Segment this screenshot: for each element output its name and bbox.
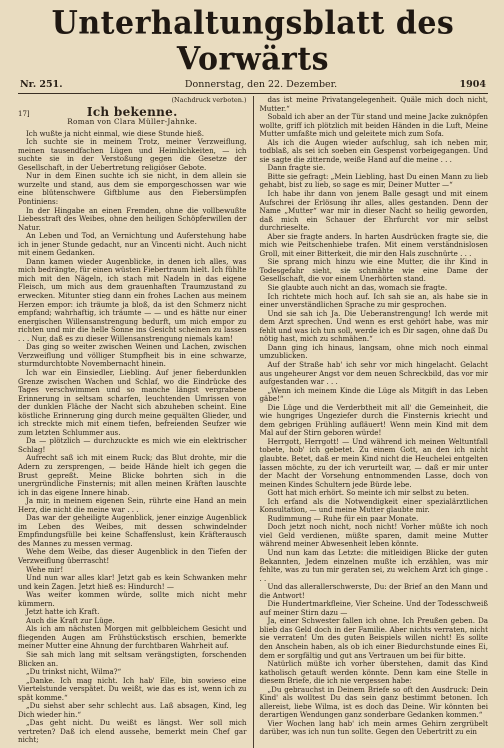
paragraph: Aber sie fragte anders. In harten Ausdrücken fragte sie, die mich wie Peitschenhiebe trafen. Mit einem verständnislosen Groll, mit einer Bitterkeit, die mir den Hals zuschnürte . . .: [259, 231, 488, 258]
paragraph: Gott hat mich erhört. So meinte ich mir selbst zu beten.: [267, 488, 469, 498]
paragraph: Bitte sie gefragt: „Mein Liebling, hast Du einen Mann zu lieb gehabt, bist zu lieb, so sage es mir, Deiner Mutter —“: [259, 171, 488, 190]
paragraph: An Leben und Tod, an Vernichtung und Auferstehung habe ich in jener Stunde gedacht, nur an Vincenti nicht. Auch nicht mit einem Gedanken.: [18, 231, 247, 258]
paragraph: Ich erfand als die Notwendigkeit einer spezialärztlichen Konsultation, — und meine Mutter glaubte mir.: [259, 496, 488, 515]
paragraph: Das ging so weiter zwischen Weinen und Lachen, zwischen Verzweiflung und völliger Stumpfheit bis in eine schwarze, sturmdurchtobte Novembernacht hinein.: [18, 342, 247, 369]
paragraph: Natürlich müßte ich vorher überstehen, damit das Kind katholisch getauft werden könnte. Denn kam eine Stelle in diesem Briefe, die ich nie vergessen habe:: [259, 659, 488, 686]
installment-number: 17]: [18, 109, 30, 118]
column-divider: [253, 96, 254, 748]
paragraph: das ist meine Privatangelegenheit. Quäle mich doch nicht, Mutter.“: [259, 96, 488, 113]
paragraph: Doch jetzt noch nicht, noch nicht! Vorher müßte ich noch viel Geld verdienen, müßte sparen, damit meine Mutter während meiner Abwesenheit leben könnte.: [259, 522, 488, 549]
paragraph: Dann fragte sie.: [267, 163, 326, 173]
issue-meta: [18, 79, 488, 91]
left-column: [18, 96, 247, 748]
paragraph: Und das allerallerschwerste, Du: der Brief an den Mann und die Antwort!: [259, 582, 488, 600]
masthead: Unterhaltungsblatt des Vorwärts: [51, 5, 455, 78]
paragraph: „Du trinkst nicht, Wilma?“: [26, 667, 122, 677]
paragraph: Ich war ein Einsiedler, Liebling. Auf jener fieberdunklen Grenze zwischen Wachen und Schlaf, wo die Eindrücke des Tages verschwimmen und so manche längst vergrabene Erinnerung in seltsam scharfen, leuchtenden Umrissen von der dunklen Fläche der Nacht sich abzuheben scheint. Eine köstliche Erinnerung ging durch meine gequälten Glieder, und ich streckte mich mit einem tiefen, befreienden Seufzer wie zum letzten Schlummer aus.: [18, 367, 247, 437]
reprint-notice: (Nachdruck verboten.): [171, 96, 247, 104]
columns: [18, 96, 488, 748]
paragraph: Nur in dem Einen suchte ich sie nicht, in dem allein sie wurzelte und stand, aus dem sie emporgeschossen war wie eine blütenschwere Giftblume aus den Fiebersümpfen Pontiniens:: [18, 171, 247, 207]
paragraph: Was weiter kommen würde, sollte mich nicht mehr kümmern.: [18, 590, 247, 608]
paragraph: Und sie sah ich Ja. Die Ueberanstrengung! Ich werde mit dem Arzt sprechen. Und wenn es erst gehört habe, was mir fehlt und was ich tun soll, werde ich es Dir sagen, ohne daß Du nötig hast, mich zu schmähen.“: [259, 308, 488, 344]
header-rule: [18, 93, 488, 94]
paragraph: Dann kamen wieder Augenblicke, in denen ich alles, was mich bedrängte, für einen wüsten Fiebertraum hielt. Ich fühlte mich mit den Nägeln, ich stach mit Nadeln in das eigene Fleisch, um mich aus dem grauenhaften Traumzustand zu erwecken. Mitunter stieg dann ein frohes Lachen aus meinem Herzen empor: ich träumte ja bloß, da ist den Schmerz nicht empfand; wahrhaftig, ich träumte — — und es hätte nur einer energischen Willensanstrengung bedurft, um mich empor zu richten und mir die helle Sonne ins Gesicht scheinen zu lassen . . . Nur, daß es zu dieser Willensanstrengung niemals kam!: [18, 256, 247, 343]
paragraph: „Wenn ich meinem Kinde die Lüge als Mitgift in das Leben gäbe!“: [259, 385, 488, 404]
paragraph: „Das geht nicht. Du weißt es längst. Wer soll mich vertreten? Daß ich elend aussehe, bemerkt mein Chef gar nicht;: [18, 718, 247, 745]
paragraph: Die Lüge und die Verderbtheit mit all' die Gemeinheit, die wie hungriges Ungeziefer durch die Finsternis kriecht und dem gebrigen Frühling aufläuert! Wenn mein Kind mit dem Mal auf der Stirn geboren würde!: [259, 402, 488, 438]
story-title: Ich bekenne.: [86, 104, 178, 119]
paragraph: In der Hingabe an einen Fremden, ohne die vollbewußte Liebesstraft des Weibes, ohne den heiligen Schöpferwillen der Natur.: [18, 205, 247, 232]
paragraph: Sie glaubte auch nicht an das, womach sie fragte.: [267, 283, 448, 293]
paragraph: Als ich die Augen wieder aufschlug, sah ich neben mir, todblaß, als sei ich soeben ein Gespenst vorbeigegangen. Und sie sagte die zitternde, weiße Hand auf die meine . . .: [259, 137, 488, 164]
paragraph: „Du gebrauchst in Deinem Briefe so oft den Ausdruck: Dein Kind' als wolltest Du das sein ganz bestimmt betonen. Ich allereist, liebe Wilma, ist es doch das Deine. Wir könnten bei derartigen Wendungen ganz sonderbare Gedanken kommen.“: [259, 684, 488, 720]
paragraph: Ich suchte sie in meinem Trotz, meiner Verzweiflung, meinen tausendfachen Lügen und Heimlichkeiten, — ich suchte sie in der Verstoßung gegen die Gesetze der Gesellschaft, in der Uebertretung religiöser Gebote.: [18, 137, 247, 172]
paragraph: Sobald ich aber an der Tür stand und meine Jacke zuknöpfen wollte, griff ich plötzlich mit beiden Händen in die Luft, Meine Mutter umfaßte mich und geleitete mich zum Sofa.: [259, 112, 488, 139]
paragraph: „Du siehst aber sehr schlecht aus. Laß absagen, Kind, leg Dich wieder hin.“: [18, 701, 247, 719]
paragraph: „Danke. Ich mag nicht. Ich hab' Eile, bin sowieso eine Viertelstunde verspätet. Du weißt, wie das es ist, wenn ich zu spät komme.“: [18, 675, 247, 702]
paragraph: Sie sah mich lang mit seltsam verängstigten, forschenden Blicken an.: [18, 650, 247, 668]
story-byline: Roman von Clara Müller-Jahnke.: [67, 117, 198, 127]
left-body: [18, 130, 247, 745]
paragraph: Herrgott, Herrgott! — Und während ich meinen Weltuntfall tobete, hob' ich gebetet. Zu einem Gott, an den ich nicht glaubte. Betet, daß er mein Kind nicht die Heuchelei entgelten lassen möchte, zu der ich verurteilt war, — daß er mir unter der Macht der Vorsehung entnommenden Lasse, doch von meinen Kindes Schultern jede Bürde lebe.: [259, 436, 488, 489]
paragraph: Aufrecht saß ich mit einem Ruck; das Blut drohte, mir die Adern zu zersprengen, — beide Hände hielt ich gegen die Brust gepreßt. Meine Blicke bohrten sich in die unergründliche Finsternis; mit allen meinen Kräften lauschte ich in das eigene Innere hinab.: [18, 453, 247, 497]
paragraph: Wehe mir!: [26, 564, 64, 574]
paragraph: Rudimmung — Ruhe für ein paar Monate.: [267, 513, 419, 523]
paragraph: Und nun kam das Letzte: die mitleidigen Blicke der guten Bekannten, Jedem einzelnen mußte ich erzählen, was mir fehlte, was zu tun mir geraten sei, zu welchem Arzt ich ginge . . .: [259, 547, 488, 583]
paragraph: Als ich am nächsten Morgen mit gelbbleichem Gesicht und fliegenden Augen am Frühstückstisch erschien, bemerkte meiner Mutter eine Ahnung der furchtbaren Wahrheit auf.: [18, 624, 247, 651]
paragraph: Das war der geheiligte Augenblick, jener einzige Augenblick im Leben des Weibes, mit dessen schwindelnder Empfindungsfülle bei keine Schaffenslust, kein Kräfterausch des Mannes zu messen vermag.: [18, 513, 247, 548]
paragraph: Ja, einer Schwester fallen ich ohne. Ich Preußen geben. Da blieb das Geld doch in der Familie. Aber nichts verraten, nicht sie verraten! Um des guten Beispiels willen nicht! Es sollte den Anschein haben, als ob ich einer Biedurchstunde eines Ei, dem er sorgfältig und gut ans Vertrauen um bei für bitte.: [259, 616, 488, 660]
issue-date: Donnerstag, den 22. Dezember.: [184, 79, 338, 90]
paragraph: Dann ging ich hinaus, langsam, ohne mich noch einmal umzublicken.: [259, 342, 488, 361]
right-column: [259, 96, 488, 748]
paragraph: Auch die Kraft zur Lüge.: [26, 615, 115, 625]
issue-number: Nr. 251.: [20, 79, 63, 90]
paragraph: Auf der Straße hab' ich sehr vor mich hingelacht. Gelacht aus ungeheurer Angst vor dem neuen Schreckbild, das vor mir aufgestanden war . . .: [259, 359, 488, 387]
paragraph: Ich habe ihr dann von jenem Balle gesagt und mit einem Aufschrei der Erlösung ihr alles, alles gestanden. Denn der Name „Mutter“ war mir in dieser Nacht so heilig geworden, daß mich ein Schauer der Ehrfurcht vor mir selbst durchrieselte.: [259, 189, 488, 233]
paragraph: Die Hundertmarkfleine, Vier Scheine. Und der Todesschweiß auf meiner Stirn dazu —: [259, 599, 488, 617]
paragraph: Ich richtete mich hoch auf. Ich sah sie an, als habe sie in einer unverständlichen Sprache zu mir gesprochen.: [259, 291, 488, 310]
right-body: [259, 96, 488, 737]
paragraph: Und nun war alles klar! Jetzt gab es kein Schwanken mehr und kein Zagen. Jetzt hieß es: Hindurch! —: [18, 573, 247, 591]
paragraph: Ja mir, in meinem eigenen Sein, rührte eine Hand an mein Herz, die nicht die meine war . . .: [18, 496, 247, 514]
paragraph: Vier Wochen lang hab' ich mein armes Gehirn zergrübelt darüber, was ich nun tun sollte. Gegen den Uebertritt zu ein: [259, 718, 488, 737]
paragraph: Jetzt hatte ich Kraft.: [26, 607, 100, 617]
paragraph: Sie sprang mich hinzu wie eine Mutter, die ihr Kind in Todesgefahr sieht, sie schmähte wie eine Dame der Gesellschaft, die vor einem Unerhörten stand.: [259, 257, 488, 284]
paragraph: Da — plötzlich — durchzuckte es mich wie ein elektrischer Schlag!: [18, 436, 247, 454]
paragraph: Ich wußte ja nicht einmal, wie diese Stunde hieß.: [26, 128, 204, 138]
issue-year: 1904: [459, 79, 486, 90]
paragraph: Wehe dem Weibe, das dieser Augenblick in den Tiefen der Verzweiflung überrascht!: [18, 547, 247, 565]
